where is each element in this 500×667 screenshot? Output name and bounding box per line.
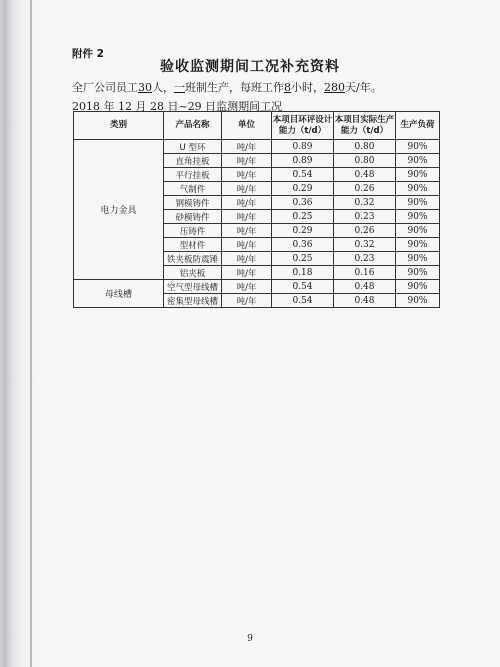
load-cell: 90% — [396, 294, 440, 308]
unit-cell: 吨/年 — [222, 266, 272, 280]
actual-capacity-cell: 0.26 — [334, 224, 396, 238]
actual-capacity-cell: 0.16 — [334, 266, 396, 280]
product-cell: 钢模铸件 — [164, 196, 222, 210]
design-capacity-cell: 0.29 — [272, 182, 334, 196]
unit-cell: 吨/年 — [222, 154, 272, 168]
table-row — [74, 280, 440, 294]
actual-capacity-cell: 0.48 — [334, 280, 396, 294]
category-cell: 母线槽 — [74, 280, 164, 308]
design-capacity-cell: 0.54 — [272, 280, 334, 294]
monitoring-period: 2018 年 12 月 28 日~29 日监测期间工况 — [72, 100, 283, 113]
unit-cell: 吨/年 — [222, 168, 272, 182]
load-cell: 90% — [396, 266, 440, 280]
load-cell: 90% — [396, 224, 440, 238]
unit-cell: 吨/年 — [222, 252, 272, 266]
header-unit: 单位 — [222, 112, 272, 140]
actual-capacity-cell: 0.32 — [334, 238, 396, 252]
design-capacity-cell: 0.36 — [272, 196, 334, 210]
product-cell: 压铸件 — [164, 224, 222, 238]
actual-capacity-cell: 0.23 — [334, 252, 396, 266]
attachment-label: 附件 2 — [72, 48, 104, 60]
product-cell: 铝夹板 — [164, 266, 222, 280]
design-capacity-cell: 0.36 — [272, 238, 334, 252]
staff-count: 30 — [138, 81, 152, 94]
design-capacity-cell: 0.25 — [272, 210, 334, 224]
product-cell: 平行挂板 — [164, 168, 222, 182]
product-cell: 直角挂板 — [164, 154, 222, 168]
page-title: 验收监测期间工况补充资料 — [160, 59, 340, 75]
load-cell: 90% — [396, 252, 440, 266]
load-cell: 90% — [396, 154, 440, 168]
load-cell: 90% — [396, 196, 440, 210]
design-capacity-cell: 0.54 — [272, 168, 334, 182]
page-number: 9 — [247, 634, 253, 644]
hours-per-shift: 8 — [284, 81, 291, 94]
design-capacity-cell: 0.29 — [272, 224, 334, 238]
table-header-row — [74, 112, 440, 140]
category-cell: 电力金具 — [74, 140, 164, 280]
actual-capacity-cell: 0.48 — [334, 294, 396, 308]
product-cell: U 型环 — [164, 140, 222, 154]
product-cell: 空气型母线槽 — [164, 280, 222, 294]
load-cell: 90% — [396, 210, 440, 224]
product-cell: 气制件 — [164, 182, 222, 196]
unit-cell: 吨/年 — [222, 280, 272, 294]
unit-cell: 吨/年 — [222, 224, 272, 238]
product-cell: 砂模铸件 — [164, 210, 222, 224]
unit-cell: 吨/年 — [222, 140, 272, 154]
product-cell: 铁夹板防震锤 — [164, 252, 222, 266]
actual-capacity-cell: 0.23 — [334, 210, 396, 224]
unit-cell: 吨/年 — [222, 238, 272, 252]
load-cell: 90% — [396, 280, 440, 294]
header-product: 产品名称 — [164, 112, 222, 140]
product-cell: 型材件 — [164, 238, 222, 252]
header-design-capacity: 本项目环评设计能力（t/d） — [272, 112, 334, 140]
shift-count: 一 — [174, 81, 185, 94]
intro-text: 全厂公司员工 — [72, 81, 138, 94]
load-cell: 90% — [396, 182, 440, 196]
design-capacity-cell: 0.54 — [272, 294, 334, 308]
actual-capacity-cell: 0.26 — [334, 182, 396, 196]
actual-capacity-cell: 0.32 — [334, 196, 396, 210]
table-body — [74, 140, 440, 308]
unit-cell: 吨/年 — [222, 210, 272, 224]
intro-text: 班制生产，每班工作 — [185, 81, 284, 94]
header-category: 类别 — [74, 112, 164, 140]
actual-capacity-cell: 0.80 — [334, 140, 396, 154]
unit-cell: 吨/年 — [222, 182, 272, 196]
product-cell: 密集型母线槽 — [164, 294, 222, 308]
actual-capacity-cell: 0.80 — [334, 154, 396, 168]
load-cell: 90% — [396, 168, 440, 182]
load-cell: 90% — [396, 238, 440, 252]
unit-cell: 吨/年 — [222, 294, 272, 308]
staffing-statement — [72, 80, 382, 96]
intro-text: 小时， — [291, 81, 324, 94]
table-row — [74, 140, 440, 154]
intro-text: 人， — [152, 81, 174, 94]
unit-cell: 吨/年 — [222, 196, 272, 210]
load-cell: 90% — [396, 140, 440, 154]
production-table — [73, 111, 440, 308]
days-per-year: 280 — [324, 81, 345, 94]
header-load: 生产负荷 — [396, 112, 440, 140]
design-capacity-cell: 0.89 — [272, 140, 334, 154]
design-capacity-cell: 0.89 — [272, 154, 334, 168]
design-capacity-cell: 0.18 — [272, 266, 334, 280]
design-capacity-cell: 0.25 — [272, 252, 334, 266]
header-actual-capacity: 本项目实际生产能力（t/d） — [334, 112, 396, 140]
actual-capacity-cell: 0.48 — [334, 168, 396, 182]
intro-text: 天/年。 — [345, 81, 382, 94]
